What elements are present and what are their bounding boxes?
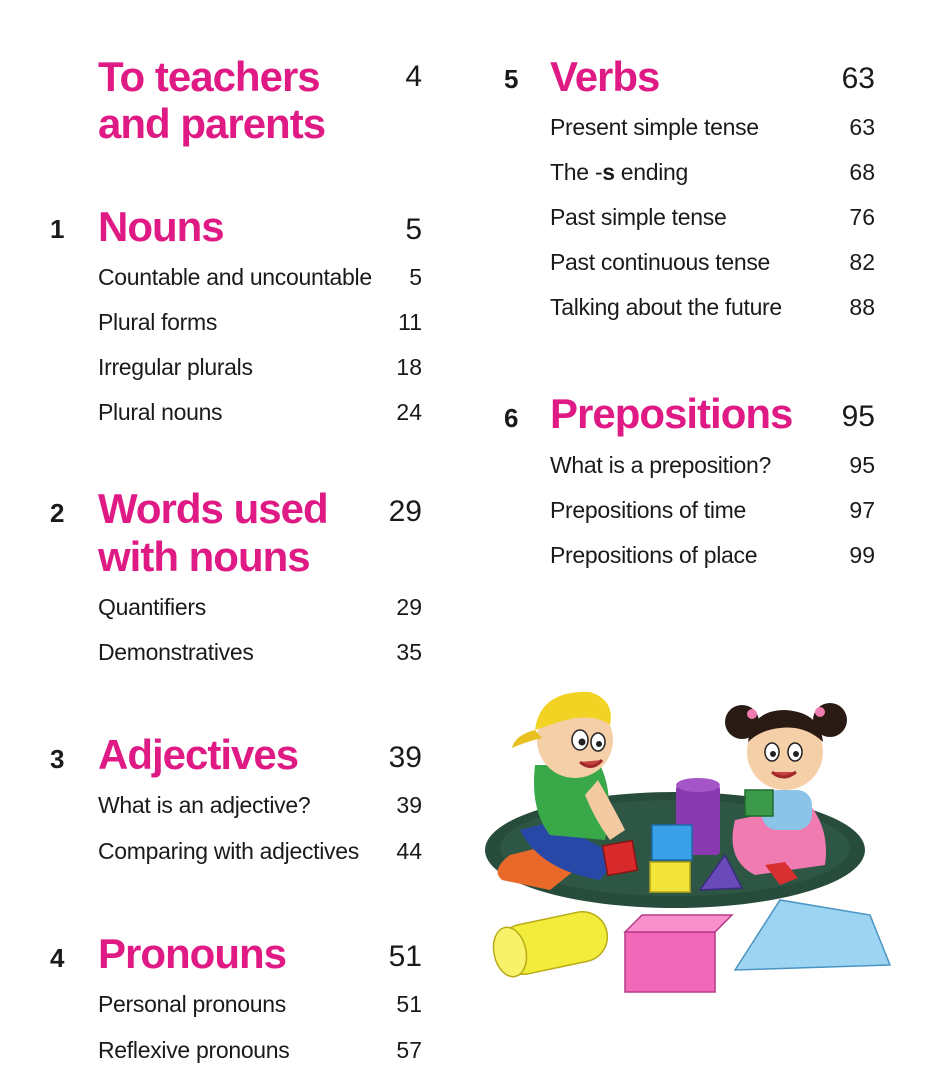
chapter-page: 29 [388, 495, 422, 528]
section-title[interactable]: Comparing with adjectives [98, 838, 359, 864]
section-title-part: The - [550, 159, 603, 185]
chapter-title-verbs[interactable]: Verbs [550, 53, 660, 100]
children-playing-blocks-illustration [480, 670, 900, 1000]
section-page: 35 [396, 639, 422, 665]
section-page: 24 [396, 399, 422, 425]
section-title[interactable]: Talking about the future [550, 294, 782, 320]
chapter-number: 1 [50, 214, 65, 244]
chapter-page: 39 [388, 741, 422, 774]
boy-pupil [579, 739, 586, 746]
chapter-title-line1[interactable]: Words used [98, 485, 328, 532]
boy-pupil [596, 741, 602, 747]
red-cube [603, 841, 638, 876]
blue-cube [652, 825, 692, 860]
section-page: 29 [396, 594, 422, 620]
intro-title-line2[interactable]: and parents [98, 100, 326, 147]
girl-hair-tie [747, 709, 757, 719]
chapter-page: 63 [841, 62, 875, 95]
section-page: 68 [849, 159, 875, 185]
section-page: 82 [849, 249, 875, 275]
section-page: 99 [849, 542, 875, 568]
blue-prism [735, 900, 890, 970]
section-page: 5 [409, 264, 422, 290]
section-title[interactable]: Personal pronouns [98, 991, 286, 1017]
section-title[interactable]: Reflexive pronouns [98, 1037, 290, 1063]
section-page: 76 [849, 204, 875, 230]
chapter-number: 4 [50, 943, 65, 973]
green-block [745, 790, 773, 816]
section-page: 39 [396, 792, 422, 818]
chapter-number: 6 [504, 403, 519, 433]
section-title[interactable]: Plural nouns [98, 399, 223, 425]
section-title[interactable]: What is a preposition? [550, 452, 771, 478]
chapter-title-prepositions[interactable]: Prepositions [550, 390, 793, 437]
section-title[interactable]: Past continuous tense [550, 249, 771, 275]
purple-cylinder-top [676, 778, 720, 792]
chapter-title-pronouns[interactable]: Pronouns [98, 930, 286, 977]
pink-cube-top [625, 915, 732, 932]
girl-pupil [793, 751, 799, 757]
section-page: 44 [396, 838, 422, 864]
section-page: 57 [396, 1037, 422, 1063]
section-title[interactable]: What is an adjective? [98, 792, 311, 818]
chapter-page: 95 [841, 400, 875, 433]
chapter-title-line2[interactable]: with nouns [98, 533, 310, 580]
section-page: 11 [398, 309, 422, 335]
section-title[interactable]: Present simple tense [550, 114, 759, 140]
section-page: 88 [849, 294, 875, 320]
chapter-page: 51 [388, 940, 422, 973]
intro-page: 4 [405, 60, 422, 93]
chapter-title-adjectives[interactable]: Adjectives [98, 731, 299, 778]
section-title[interactable]: Quantifiers [98, 594, 206, 620]
section-title[interactable]: Countable and uncountable [98, 264, 372, 290]
girl-hair-tie [815, 707, 825, 717]
yellow-block [650, 862, 690, 892]
section-title[interactable]: Prepositions of time [550, 497, 746, 523]
section-page: 51 [396, 991, 422, 1017]
section-title[interactable]: Irregular plurals [98, 354, 253, 380]
section-page: 97 [849, 497, 875, 523]
chapter-number: 2 [50, 498, 65, 528]
section-title[interactable]: Prepositions of place [550, 542, 758, 568]
chapter-title-nouns[interactable]: Nouns [98, 203, 224, 250]
girl-pupil [770, 751, 776, 757]
chapter-page: 5 [405, 213, 422, 246]
section-title[interactable]: Plural forms [98, 309, 218, 335]
section-title[interactable]: Demonstratives [98, 639, 254, 665]
section-page: 95 [849, 452, 875, 478]
intro-title-line1[interactable]: To teachers [98, 53, 320, 100]
section-title-s-ending[interactable] [550, 159, 688, 186]
section-title-part: ending [614, 159, 689, 185]
chapter-number: 5 [504, 64, 519, 94]
section-page: 63 [849, 114, 875, 140]
section-page: 18 [396, 354, 422, 380]
section-title-part: s [602, 159, 615, 185]
pink-cube [625, 932, 715, 992]
chapter-number: 3 [50, 744, 65, 774]
section-title[interactable]: Past simple tense [550, 204, 727, 230]
